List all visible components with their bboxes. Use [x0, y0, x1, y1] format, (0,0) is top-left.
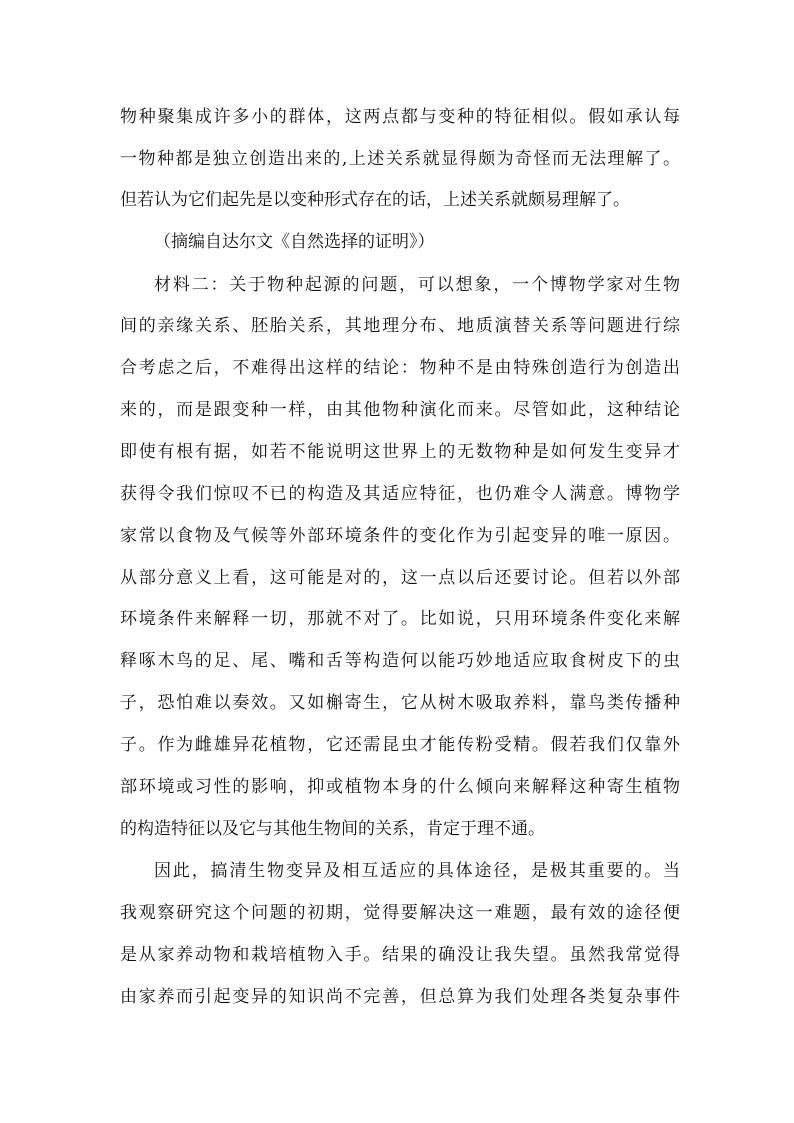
paragraph-2-line-9: 环境条件来解释一切，那就不对了。比如说，只用环境条件变化来解 — [120, 609, 680, 629]
paragraph-3-line-3: 是从家养动物和栽培植物入手。结果的确没让我失望。虽然我常觉得 — [120, 945, 680, 965]
paragraph-2-line-4: 来的，而是跟变种一样，由其他物种演化而来。尽管如此，这种结论 — [120, 400, 680, 420]
paragraph-2-line-7: 家常以食物及气候等外部环境条件的变化作为引起变异的唯一原因。 — [120, 526, 680, 546]
paragraph-2-line-8: 从部分意义上看，这可能是对的，这一点以后还要讨论。但若以外部 — [120, 568, 680, 588]
paragraph-3-line-1: 因此，搞清生物变异及相互适应的具体途径，是极其重要的。当 — [154, 861, 680, 881]
paragraph-2-line-5: 即使有根有据，如若不能说明这世界上的无数物种是如何发生变异才 — [120, 442, 680, 462]
paragraph-3-line-2: 我观察研究这个问题的初期，觉得要解决这一难题，最有效的途径便 — [120, 903, 680, 923]
paragraph-1-line-3: 但若认为它们起先是以变种形式存在的话，上述关系就颇易理解了。 — [120, 190, 630, 210]
paragraph-2-line-13: 部环境或习性的影响，抑或植物本身的什么倾向来解释这种寄生植物 — [120, 777, 680, 797]
paragraph-2-line-14: 的构造特征以及它与其他生物间的关系，肯定于理不通。 — [120, 819, 545, 839]
paragraph-2-line-3: 合考虑之后，不难得出这样的结论：物种不是由特殊创造行为创造出 — [120, 358, 680, 378]
paragraph-3-line-4: 由家养而引起变异的知识尚不完善，但总算为我们处理各类复杂事件 — [120, 987, 680, 1007]
paragraph-2-line-1: 材料二：关于物种起源的问题，可以想象，一个博物学家对生物 — [154, 275, 680, 295]
paragraph-2-line-2: 间的亲缘关系、胚胎关系，其地理分布、地质演替关系等问题进行综 — [120, 316, 680, 336]
paragraph-1-line-2: 一物种都是独立创造出来的,上述关系就显得颇为奇怪而无法理解了。 — [120, 149, 680, 169]
paragraph-2-line-6: 获得令我们惊叹不已的构造及其适应特征，也仍难令人满意。博物学 — [120, 484, 680, 504]
paragraph-2-line-12: 子。作为雌雄异花植物，它还需昆虫才能传粉受精。假若我们仅靠外 — [120, 735, 680, 755]
paragraph-1-line-1: 物种聚集成许多小的群体，这两点都与变种的特征相似。假如承认每 — [120, 107, 680, 127]
paragraph-2-line-11: 子，恐怕难以奏效。又如槲寄生，它从树木吸取养料，靠鸟类传播种 — [120, 693, 680, 713]
source-note: （摘编自达尔文《自然选择的证明》） — [154, 232, 435, 252]
paragraph-2-line-10: 释啄木鸟的足、尾、嘴和舌等构造何以能巧妙地适应取食树皮下的虫 — [120, 651, 680, 671]
